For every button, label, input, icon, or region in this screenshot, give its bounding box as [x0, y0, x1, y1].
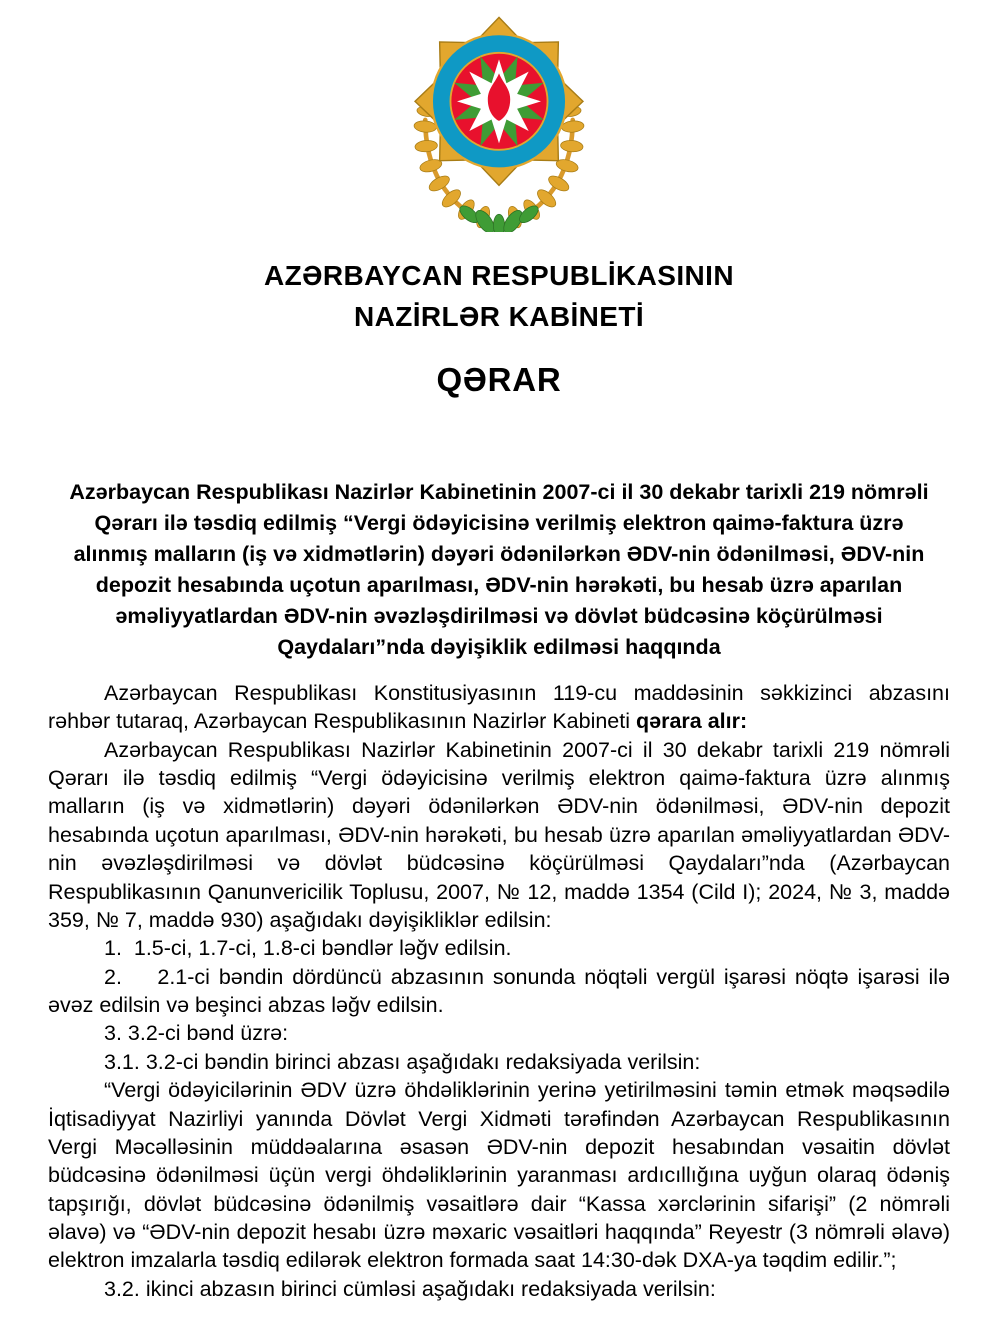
- state-emblem: [48, 8, 950, 232]
- azerbaijan-coat-of-arms-icon: [401, 8, 597, 232]
- org-title: [48, 256, 950, 337]
- org-title-line1: AZƏRBAYCAN RESPUBLİKASININ: [264, 260, 734, 291]
- org-title-line2: NAZİRLƏR KABİNETİ: [354, 300, 644, 332]
- decree-item-3: 3. 3.2-ci bənd üzrə:: [104, 1021, 289, 1046]
- decree-subject: Azərbaycan Respublikası Nazirlər Kabinetinin 2007-ci il 30 dekabr tarixli 219 nömrəli Qərarı ilə təsdiq edilmiş “Vergi ödəyicisinə verilmiş elektron qaimə-faktura üzrə alınmış malların (iş və xidmətlərin) dəyəri ödənilərkən ƏDV-nin ödənilməsi, ƏDV-nin depozit hesabında uçotun aparılması, ƏDV-nin hərəkəti, bu hesab üzrə aparılan əməliyyatlardan ƏDV-nin əvəzləşdirilməsi və dövlət büdcəsinə köçürülməsi Qaydaları”nda dəyişiklik edilməsi haqqında: [69, 480, 929, 659]
- decree-item-1: 1. 1.5-ci, 1.7-ci, 1.8-ci bəndlər ləğv edilsin.: [104, 936, 512, 961]
- decree-item-2: 2. 2.1-ci bəndin dördüncü abzasının sonunda nöqtəli vergül işarəsi nöqtə işarəsi ilə əvəz edilsin və beşinci abzas ləğv edilsin.: [48, 964, 950, 1018]
- decree-body: [48, 679, 950, 1303]
- doc-type-heading: QƏRAR: [436, 361, 562, 399]
- decree-item-3-1: 3.1. 3.2-ci bəndin birinci abzası aşağıdakı redaksiyada verilsin:: [104, 1049, 701, 1074]
- decree-item-3-2: 3.2. ikinci abzasın birinci cümləsi aşağıdakı redaksiyada verilsin:: [104, 1276, 716, 1301]
- decree-intro-paragraph: [48, 679, 950, 736]
- decree-intro-text: Azərbaycan Respublikası Konstitusiyasının 119-cu maddəsinin səkkizinci abzasını rəhbər tutaraq, Azərbaycan Respublikasının Nazirlər Kabineti: [48, 680, 950, 734]
- decree-quote-paragraph: “Vergi ödəyicilərinin ƏDV üzrə öhdəliklərinin yerinə yetirilməsini təmin etmək məqsədilə İqtisadiyyat Nazirliyi yanında Dövlət Vergi Xidməti tərəfindən Azərbaycan Respublikasının Vergi Məcəlləsinin müddəalarına əsasən ƏDV-nin depozit hesabından vəsaitin dövlət büdcəsinə ödənilməsi üçün vergi öhdəliklərinin yaranması ardıcıllığına uyğun olaraq ödəniş tapşırığı, dövlət büdcəsinə ödənilmiş vəsaitlərə dair “Kassa xərclərinin sifarişi” (2 nömrəli əlavə) və “ƏDV-nin depozit hesabı üzrə məxaric vəsaitləri haqqında” Reyestr (3 nömrəli əlavə) elektron imzalarla təsdiq edilərək elektron formada saat 14:30-dək DXA-ya təqdim edilir.”;: [48, 1078, 950, 1273]
- decree-main-paragraph: Azərbaycan Respublikası Nazirlər Kabinetinin 2007-ci il 30 dekabr tarixli 219 nömrəli Qərarı ilə təsdiq edilmiş “Vergi ödəyicisinə verilmiş elektron qaimə-faktura üzrə alınmış malların (iş və xidmətlərin) dəyəri ödənilərkən ƏDV-nin ödənilməsi, ƏDV-nin depozit hesabında uçotun aparılması, ƏDV-nin hərəkəti, bu hesab üzrə aparılan əməliyyatlardan ƏDV-nin əvəzləşdirilməsi və dövlət büdcəsinə köçürülməsi Qaydaları”nda (Azərbaycan Respublikasının Qanunvericilik Toplusu, 2007, № 12, maddə 1354 (Cild I); 2024, № 3, maddə 359, № 7, maddə 930) aşağıdakı dəyişikliklər edilsin:: [48, 737, 950, 932]
- decree-intro-bold: qərara alır:: [636, 709, 748, 734]
